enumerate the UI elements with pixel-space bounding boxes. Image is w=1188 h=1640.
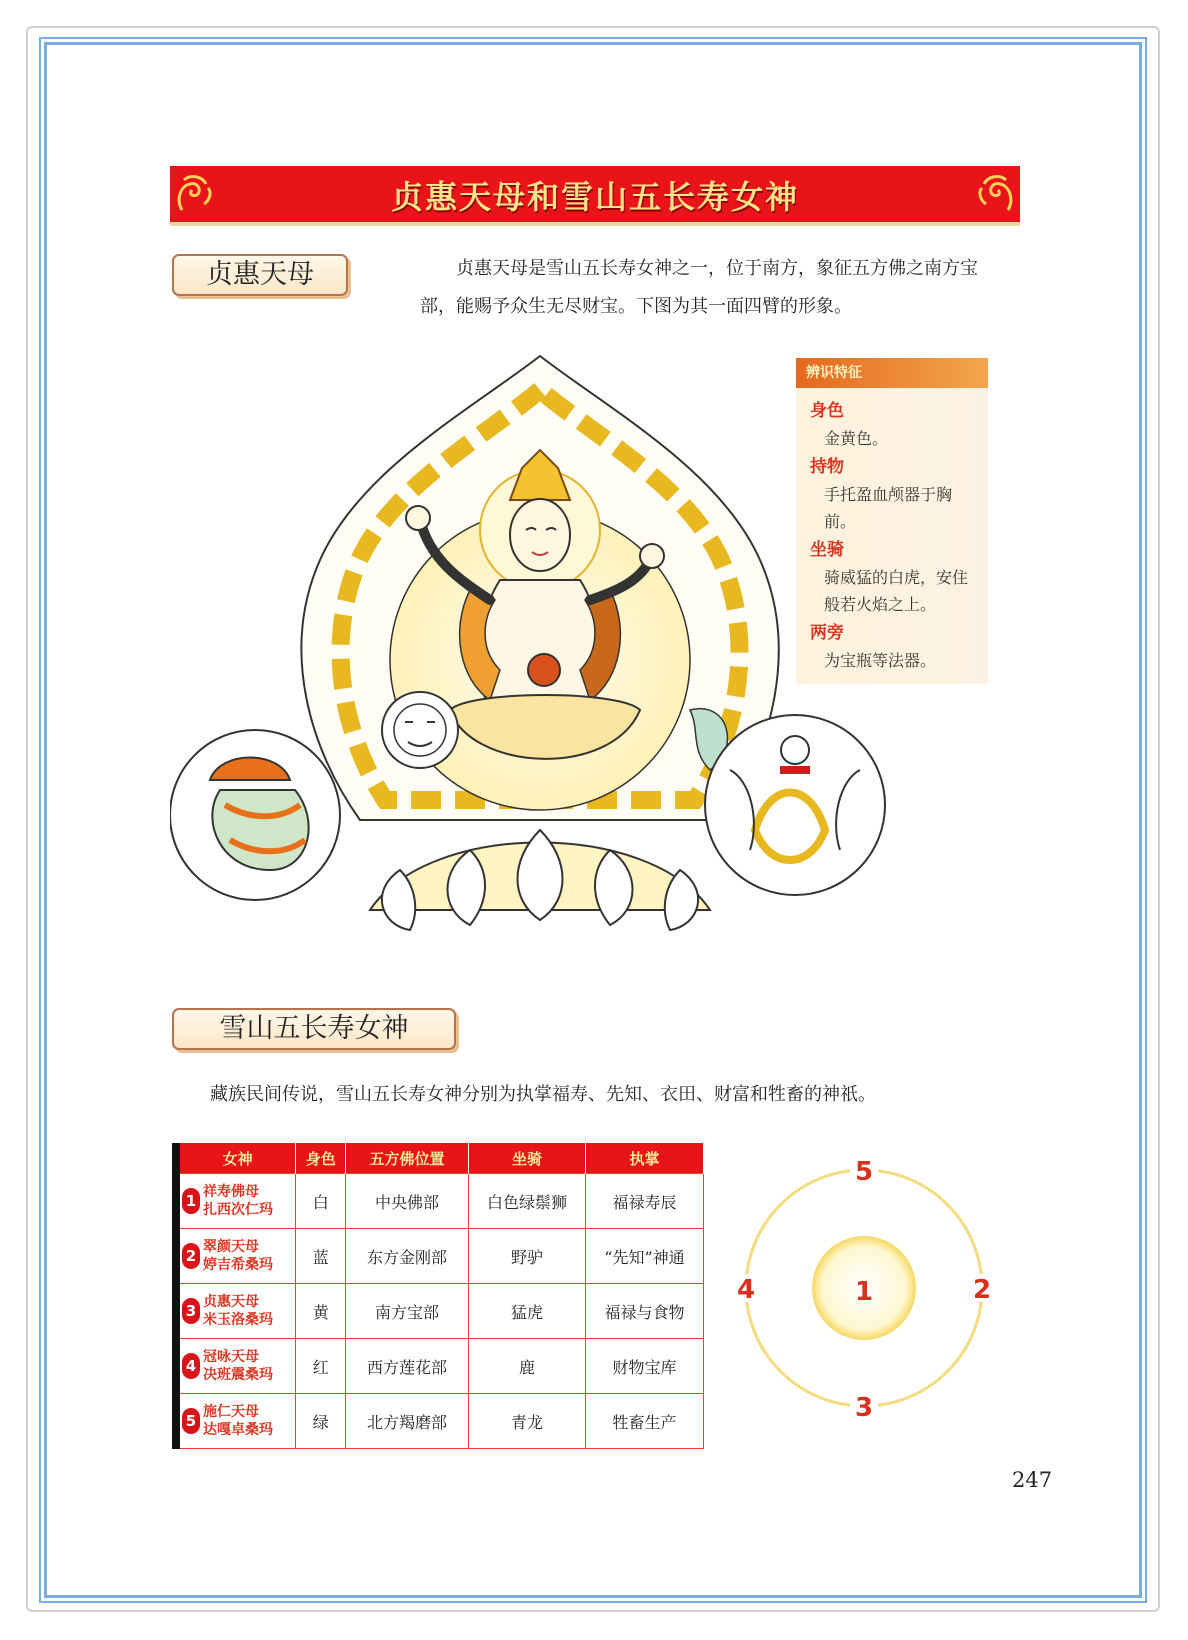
position-cell: 东方金刚部 bbox=[346, 1229, 469, 1284]
row-number-badge: 5 bbox=[182, 1408, 200, 1434]
goddess-tibetan-name: 扎西次仁玛 bbox=[203, 1202, 273, 1218]
position-top: 5 bbox=[854, 1157, 874, 1187]
goddess-name-cell bbox=[176, 1174, 296, 1229]
goddesses-table bbox=[172, 1143, 704, 1449]
row-number-badge: 3 bbox=[182, 1298, 200, 1324]
feature-desc: 骑威猛的白虎，安住般若火焰之上。 bbox=[824, 568, 969, 614]
body-color-cell: 绿 bbox=[296, 1394, 346, 1449]
table-row bbox=[176, 1284, 704, 1339]
position-bottom: 3 bbox=[854, 1393, 874, 1423]
goddess-tibetan-name: 米玉洛桑玛 bbox=[203, 1312, 273, 1328]
domain-cell: 牲畜生产 bbox=[585, 1394, 703, 1449]
goddess-name-cell bbox=[176, 1394, 296, 1449]
position-cell: 北方羯磨部 bbox=[346, 1394, 469, 1449]
domain-cell: 福禄寿辰 bbox=[585, 1174, 703, 1229]
section-label-zhenhui: 贞惠天母 bbox=[172, 254, 348, 296]
features-heading: 辨识特征 bbox=[796, 358, 988, 388]
goddess-name-cell bbox=[176, 1339, 296, 1394]
page-title: 贞惠天母和雪山五长寿女神 bbox=[390, 178, 799, 216]
body-color-cell: 红 bbox=[296, 1339, 346, 1394]
table-row bbox=[176, 1394, 704, 1449]
col-header: 五方佛位置 bbox=[346, 1143, 469, 1174]
feature-term: 持物 bbox=[810, 457, 844, 477]
goddess-name-cell bbox=[176, 1284, 296, 1339]
cloud-ornament-icon bbox=[974, 170, 1016, 218]
col-header: 坐骑 bbox=[468, 1143, 585, 1174]
col-header: 执掌 bbox=[585, 1143, 703, 1174]
intro-paragraph: 贞惠天母是雪山五长寿女神之一，位于南方，象征五方佛之南方宝部，能赐予众生无尽财宝。下图为其一面四臂的形象。 bbox=[420, 258, 978, 317]
body-color-cell: 蓝 bbox=[296, 1229, 346, 1284]
domain-cell: “先知”神通 bbox=[585, 1229, 703, 1284]
position-cell: 南方宝部 bbox=[346, 1284, 469, 1339]
mount-cell: 野驴 bbox=[468, 1229, 585, 1284]
section-label-five-goddesses: 雪山五长寿女神 bbox=[172, 1008, 456, 1050]
table-header-row bbox=[176, 1143, 704, 1174]
body-color-cell: 黄 bbox=[296, 1284, 346, 1339]
goddess-name: 冠咏天母 bbox=[203, 1349, 259, 1365]
title-banner bbox=[170, 166, 1020, 222]
features-box bbox=[796, 358, 988, 684]
feature-desc: 为宝瓶等法器。 bbox=[824, 651, 937, 670]
col-header: 身色 bbox=[296, 1143, 346, 1174]
feature-desc: 手托盈血颅器于胸前。 bbox=[824, 485, 953, 531]
table-row bbox=[176, 1339, 704, 1394]
five-directions-diagram bbox=[730, 1150, 1010, 1430]
goddess-name: 贞惠天母 bbox=[203, 1294, 259, 1310]
goddess-tibetan-name: 婷吉希桑玛 bbox=[203, 1257, 273, 1273]
table-row bbox=[176, 1229, 704, 1284]
goddess-name-cell bbox=[176, 1229, 296, 1284]
row-number-badge: 4 bbox=[182, 1353, 200, 1379]
goddesses-paragraph: 藏族民间传说，雪山五长寿女神分别为执掌福寿、先知、衣田、财富和牲畜的神祇。 bbox=[210, 1084, 876, 1105]
row-number-badge: 1 bbox=[182, 1188, 200, 1214]
feature-term: 两旁 bbox=[810, 623, 844, 643]
feature-term: 坐骑 bbox=[810, 540, 844, 560]
position-cell: 中央佛部 bbox=[346, 1174, 469, 1229]
row-number-badge: 2 bbox=[182, 1243, 200, 1269]
goddess-name: 翠颜天母 bbox=[203, 1239, 259, 1255]
mount-cell: 猛虎 bbox=[468, 1284, 585, 1339]
feature-term: 身色 bbox=[810, 401, 844, 421]
position-cell: 西方莲花部 bbox=[346, 1339, 469, 1394]
position-center: 1 bbox=[854, 1277, 874, 1307]
domain-cell: 财物宝库 bbox=[585, 1339, 703, 1394]
table-row bbox=[176, 1174, 704, 1229]
position-left: 4 bbox=[736, 1275, 756, 1305]
goddess-name: 施仁天母 bbox=[203, 1404, 259, 1420]
goddess-name: 祥寿佛母 bbox=[203, 1184, 259, 1200]
goddess-tibetan-name: 达嘎卓桑玛 bbox=[203, 1422, 273, 1438]
col-header: 女神 bbox=[176, 1143, 296, 1174]
page-number: 247 bbox=[1012, 1468, 1053, 1492]
mount-cell: 鹿 bbox=[468, 1339, 585, 1394]
domain-cell: 福禄与食物 bbox=[585, 1284, 703, 1339]
position-right: 2 bbox=[972, 1275, 992, 1305]
feature-desc: 金黄色。 bbox=[824, 429, 889, 448]
mount-cell: 青龙 bbox=[468, 1394, 585, 1449]
goddess-tibetan-name: 决班震桑玛 bbox=[203, 1367, 273, 1383]
body-color-cell: 白 bbox=[296, 1174, 346, 1229]
mount-cell: 白色绿鬃狮 bbox=[468, 1174, 585, 1229]
